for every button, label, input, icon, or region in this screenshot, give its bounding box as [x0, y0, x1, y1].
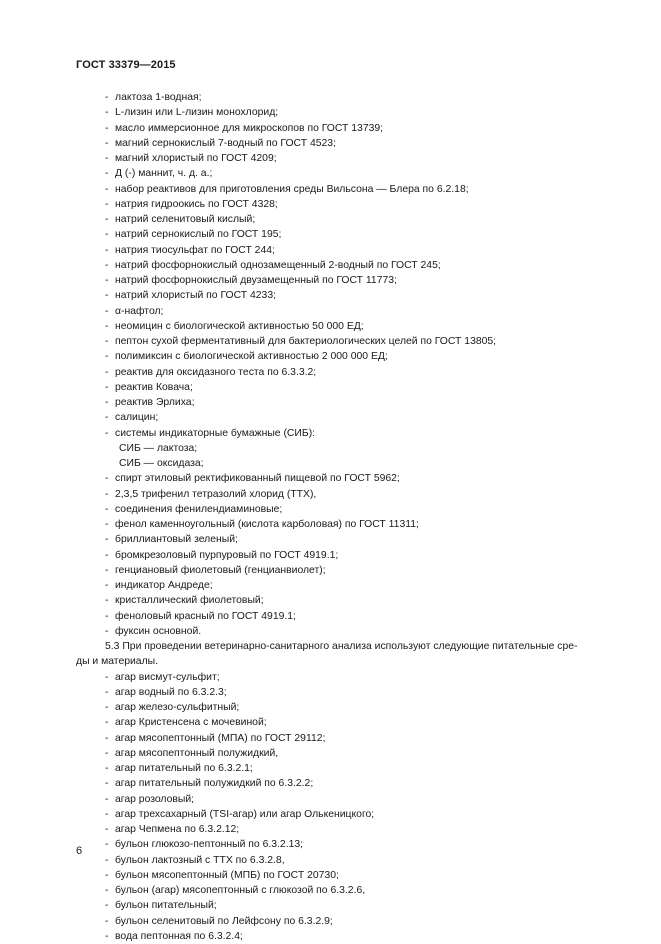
list-dash: - [105, 334, 115, 349]
list-dash: - [105, 410, 115, 425]
list-item [76, 868, 592, 883]
list-dash: - [105, 563, 115, 578]
list-item [76, 929, 592, 944]
list-dash: - [105, 90, 115, 105]
list-item [76, 441, 592, 456]
list-dash: - [105, 578, 115, 593]
list-item [76, 563, 592, 578]
list-dash: - [105, 380, 115, 395]
list-item [76, 212, 592, 227]
list-dash: - [105, 914, 115, 929]
list-item-text: натрия тиосульфат по ГОСТ 244; [115, 245, 275, 256]
list-item [76, 136, 592, 151]
list-dash: - [105, 243, 115, 258]
list-item-text: салицин; [115, 412, 158, 423]
list-item [76, 166, 592, 181]
list-item [76, 121, 592, 136]
list-dash: - [105, 761, 115, 776]
list-item-text: генциановый фиолетовый (генцианвиолет); [115, 565, 326, 576]
list-item-text: агар железо-сульфитный; [115, 702, 239, 713]
list-dash: - [105, 883, 115, 898]
paragraph-5-3-line1: 5.3 При проведении ветеринарно-санитарного анализа используют следующие питательные сре- [76, 639, 592, 654]
list-dash: - [105, 197, 115, 212]
list-dash: - [105, 304, 115, 319]
list-dash: - [105, 182, 115, 197]
list-item-text: реактив Ковача; [115, 382, 193, 393]
list-item [76, 471, 592, 486]
list-item [76, 487, 592, 502]
list-dash: - [105, 227, 115, 242]
document-body [76, 90, 592, 944]
list-dash: - [105, 792, 115, 807]
list-item [76, 609, 592, 624]
list-item [76, 548, 592, 563]
list-dash: - [105, 822, 115, 837]
list-dash: - [105, 121, 115, 136]
list-item-text: полимиксин с биологической активностью 2 000 000 ЕД; [115, 351, 388, 362]
list-item-text: агар Чепмена по 6.3.2.12; [115, 824, 239, 835]
list-item-text: бромкрезоловый пурпуровый по ГОСТ 4919.1; [115, 550, 338, 561]
list-item-text: агар мясопептонный полужидкий, [115, 748, 278, 759]
list-dash: - [105, 837, 115, 852]
list-item-text: фенол каменноугольный (кислота карболовая) по ГОСТ 11311; [115, 519, 419, 530]
list-item-text: набор реактивов для приготовления среды Вильсона — Блера по 6.2.18; [115, 184, 469, 195]
list-item [76, 624, 592, 639]
list-item-text: бульон лактозный с ТТХ по 6.3.2.8, [115, 855, 285, 866]
list-item-text: системы индикаторные бумажные (СИБ): [115, 428, 315, 439]
list-item [76, 151, 592, 166]
list-item-text: масло иммерсионное для микроскопов по ГОСТ 13739; [115, 123, 383, 134]
list-item [76, 288, 592, 303]
list-item-text: α-нафтол; [115, 306, 163, 317]
list-item-text: натрия гидроокись по ГОСТ 4328; [115, 199, 278, 210]
list-item-text: бульон мясопептонный (МПБ) по ГОСТ 20730; [115, 870, 339, 881]
list-dash: - [105, 487, 115, 502]
list-item [76, 243, 592, 258]
list-item [76, 670, 592, 685]
list-item-text: пептон сухой ферментативный для бактериологических целей по ГОСТ 13805; [115, 336, 496, 347]
list-item-text: бульон глюкозо-пептонный по 6.3.2.13; [115, 839, 303, 850]
list-item-text: агар питательный по 6.3.2.1; [115, 763, 253, 774]
list-item-text: натрий сернокислый по ГОСТ 195; [115, 229, 281, 240]
list-item-text: реактив для оксидазного теста по 6.3.3.2; [115, 367, 316, 378]
nutrient-media-list [76, 670, 592, 944]
page-number: 6 [76, 845, 82, 857]
list-item [76, 822, 592, 837]
list-item [76, 700, 592, 715]
list-dash: - [105, 166, 115, 181]
list-item [76, 182, 592, 197]
list-item-text: L-лизин или L-лизин монохлорид; [115, 107, 278, 118]
list-item-text: натрий хлористый по ГОСТ 4233; [115, 290, 276, 301]
list-dash: - [105, 609, 115, 624]
list-item [76, 883, 592, 898]
list-dash: - [105, 288, 115, 303]
list-item-text: СИБ — оксидаза; [119, 458, 204, 469]
list-item-text: СИБ — лактоза; [119, 443, 197, 454]
list-item [76, 334, 592, 349]
indicator-sublist [76, 441, 592, 472]
list-item [76, 914, 592, 929]
list-dash: - [105, 898, 115, 913]
list-dash: - [105, 105, 115, 120]
list-dash: - [105, 136, 115, 151]
list-item [76, 532, 592, 547]
list-dash: - [105, 151, 115, 166]
list-item [76, 715, 592, 730]
list-dash: - [105, 273, 115, 288]
list-item [76, 319, 592, 334]
reagent-list [76, 90, 592, 441]
list-item [76, 685, 592, 700]
list-dash: - [105, 700, 115, 715]
list-item-text: агар розоловый; [115, 794, 194, 805]
list-item-text: натрий фосфорнокислый двузамещенный по ГОСТ 11773; [115, 275, 397, 286]
reagent-list-continued [76, 471, 592, 639]
list-dash: - [105, 349, 115, 364]
list-item-text: спирт этиловый ректификованный пищевой по ГОСТ 5962; [115, 473, 400, 484]
list-item [76, 349, 592, 364]
list-dash: - [105, 776, 115, 791]
document-header: ГОСТ 33379—2015 [76, 59, 176, 71]
list-item [76, 105, 592, 120]
list-item-text: соединения фенилендиаминовые; [115, 504, 282, 515]
list-item-text: индикатор Андреде; [115, 580, 213, 591]
list-item-text: бульон питательный; [115, 900, 217, 911]
list-item [76, 273, 592, 288]
list-item [76, 197, 592, 212]
list-dash: - [105, 517, 115, 532]
list-dash: - [105, 395, 115, 410]
list-item-text: натрий фосфорнокислый однозамещенный 2-водный по ГОСТ 245; [115, 260, 441, 271]
list-item-text: агар мясопептонный (МПА) по ГОСТ 29112; [115, 733, 325, 744]
list-item [76, 365, 592, 380]
list-dash: - [105, 426, 115, 441]
list-item-text: агар висмут-сульфит; [115, 672, 220, 683]
list-item [76, 258, 592, 273]
list-item [76, 776, 592, 791]
list-item [76, 517, 592, 532]
list-dash: - [105, 807, 115, 822]
list-dash: - [105, 258, 115, 273]
list-dash: - [105, 212, 115, 227]
list-item-text: магний сернокислый 7-водный по ГОСТ 4523; [115, 138, 336, 149]
list-dash: - [105, 502, 115, 517]
list-item-text: реактив Эрлиха; [115, 397, 194, 408]
paragraph-5-3-line2: ды и материалы. [76, 654, 592, 669]
list-item [76, 792, 592, 807]
list-item [76, 593, 592, 608]
list-item-text: агар водный по 6.3.2.3; [115, 687, 227, 698]
list-item-text: агар питательный полужидкий по 6.3.2.2; [115, 778, 313, 789]
list-item-text: 2,3,5 трифенил тетразолий хлорид (ТТХ), [115, 489, 316, 500]
list-dash: - [105, 365, 115, 380]
list-item-text: лактоза 1-водная; [115, 92, 202, 103]
list-dash: - [105, 853, 115, 868]
list-dash: - [105, 548, 115, 563]
list-item-text: бульон (агар) мясопептонный с глюкозой по 6.3.2.6, [115, 885, 365, 896]
list-item [76, 853, 592, 868]
list-item-text: неомицин с биологической активностью 50 000 ЕД; [115, 321, 364, 332]
list-dash: - [105, 319, 115, 334]
list-dash: - [105, 593, 115, 608]
list-item [76, 456, 592, 471]
list-item [76, 807, 592, 822]
list-item-text: агар трехсахарный (TSI-агар) или агар Олькеницкого; [115, 809, 374, 820]
list-dash: - [105, 670, 115, 685]
list-item [76, 746, 592, 761]
list-item-text: натрий селенитовый кислый; [115, 214, 255, 225]
list-item-text: бульон селенитовый по Лейфсону по 6.3.2.9; [115, 916, 333, 927]
list-dash: - [105, 731, 115, 746]
list-item-text: феноловый красный по ГОСТ 4919.1; [115, 611, 296, 622]
list-item [76, 761, 592, 776]
list-item [76, 898, 592, 913]
list-dash: - [105, 868, 115, 883]
list-item [76, 227, 592, 242]
list-item [76, 578, 592, 593]
list-dash: - [105, 624, 115, 639]
list-item-text: фуксин основной. [115, 626, 201, 637]
list-item-text: кристаллический фиолетовый; [115, 595, 264, 606]
list-item [76, 837, 592, 852]
list-item-text: агар Кристенсена с мочевиной; [115, 717, 267, 728]
list-dash: - [105, 929, 115, 944]
list-dash: - [105, 532, 115, 547]
list-item [76, 502, 592, 517]
list-dash: - [105, 746, 115, 761]
list-item-text: вода пептонная по 6.3.2.4; [115, 931, 243, 942]
list-item [76, 426, 592, 441]
list-item [76, 304, 592, 319]
list-dash: - [105, 685, 115, 700]
list-item [76, 410, 592, 425]
list-item [76, 380, 592, 395]
list-item-text: магний хлористый по ГОСТ 4209; [115, 153, 277, 164]
list-item [76, 395, 592, 410]
list-item [76, 731, 592, 746]
list-dash: - [105, 715, 115, 730]
list-item-text: Д (-) маннит, ч. д. а.; [115, 168, 212, 179]
list-item [76, 90, 592, 105]
list-item-text: бриллиантовый зеленый; [115, 534, 238, 545]
list-dash: - [105, 471, 115, 486]
